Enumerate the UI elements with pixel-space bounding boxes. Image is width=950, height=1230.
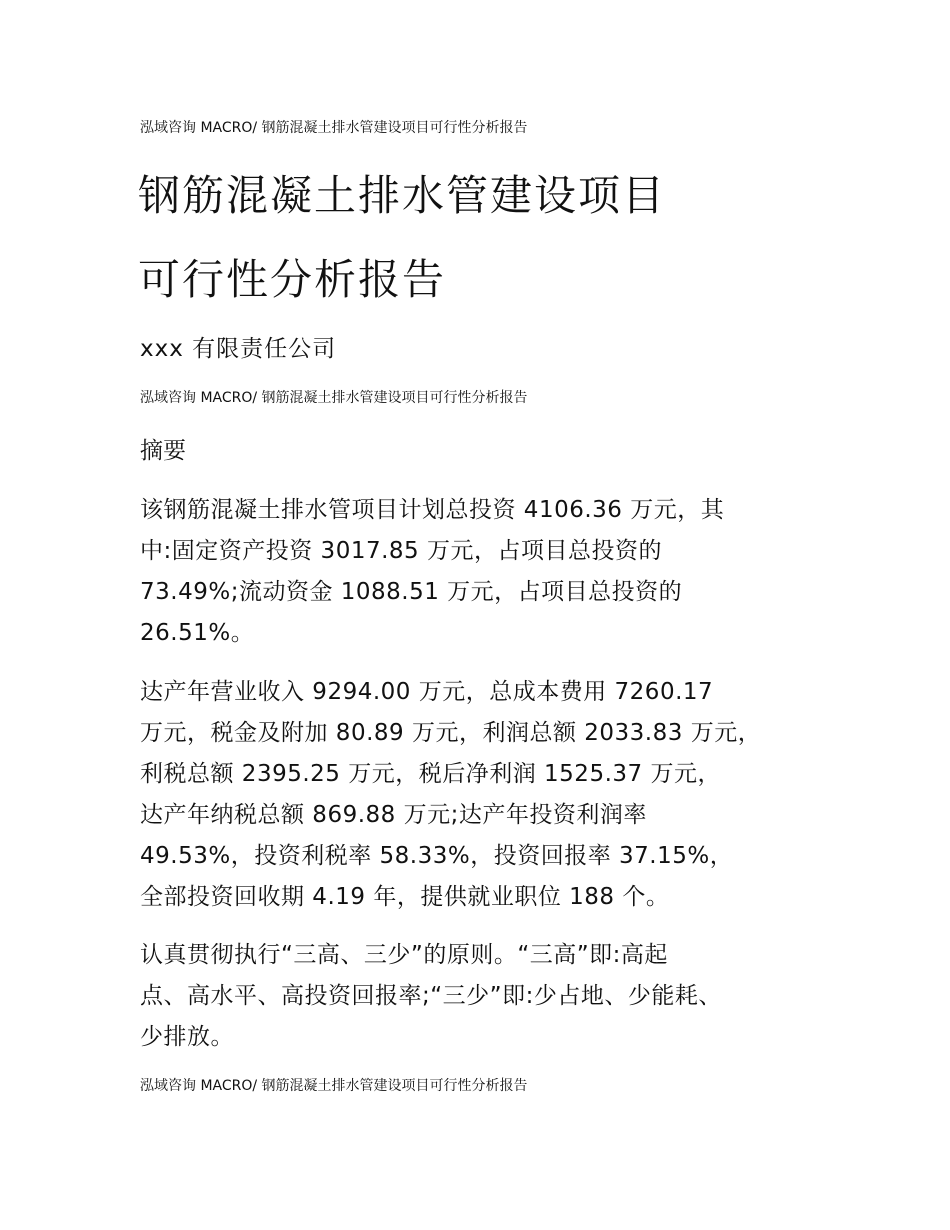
paragraph-line: 73.49%;流动资金 1088.51 万元，占项目总投资的 bbox=[140, 579, 683, 605]
paragraph-line: 全部投资回收期 4.19 年，提供就业职位 188 个。 bbox=[140, 884, 670, 910]
paragraph-line: 26.51%。 bbox=[140, 620, 255, 646]
paragraph-line: 认真贯彻执行“三高、三少”的原则。“三高”即:高起 bbox=[140, 942, 668, 968]
paragraph-line: 万元，税金及附加 80.89 万元，利润总额 2033.83 万元， bbox=[140, 720, 762, 746]
revenue-paragraph bbox=[140, 672, 840, 918]
paragraph-line: 该钢筋混凝土排水管项目计划总投资 4106.36 万元，其 bbox=[140, 497, 725, 523]
investment-paragraph bbox=[140, 490, 840, 654]
running-header-bottom: 泓域咨询 MACRO/ 钢筋混凝土排水管建设项目可行性分析报告 bbox=[140, 1078, 528, 1094]
abstract-heading: 摘要 bbox=[140, 438, 186, 464]
running-header-middle: 泓域咨询 MACRO/ 钢筋混凝土排水管建设项目可行性分析报告 bbox=[140, 390, 528, 406]
paragraph-line: 达产年营业收入 9294.00 万元，总成本费用 7260.17 bbox=[140, 679, 714, 705]
paragraph-line: 中:固定资产投资 3017.85 万元，占项目总投资的 bbox=[140, 538, 662, 564]
running-header-top: 泓域咨询 MACRO/ 钢筋混凝土排水管建设项目可行性分析报告 bbox=[140, 120, 528, 136]
paragraph-line: 点、高水平、高投资回报率;“三少”即:少占地、少能耗、 bbox=[140, 983, 722, 1009]
principle-paragraph bbox=[140, 935, 840, 1058]
paragraph-line: 达产年纳税总额 869.88 万元;达产年投资利润率 bbox=[140, 802, 647, 828]
paragraph-line: 49.53%，投资利税率 58.33%，投资回报率 37.15%， bbox=[140, 843, 734, 869]
company-name: xxx 有限责任公司 bbox=[140, 336, 337, 362]
paragraph-line: 少排放。 bbox=[140, 1024, 234, 1050]
report-title-line-1: 钢筋混凝土排水管建设项目 bbox=[138, 171, 667, 220]
report-title-line-2: 可行性分析报告 bbox=[138, 255, 447, 304]
paragraph-line: 利税总额 2395.25 万元，税后净利润 1525.37 万元， bbox=[140, 761, 721, 787]
